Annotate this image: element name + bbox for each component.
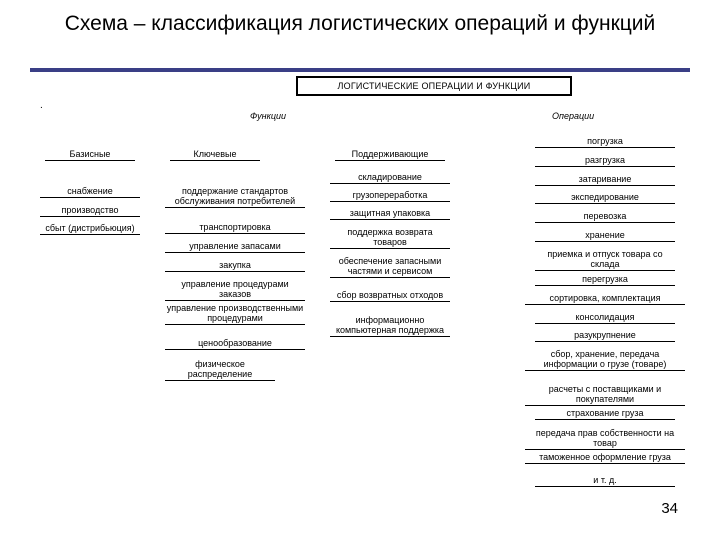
support-item: сбор возвратных отходов (330, 290, 450, 302)
operation-item: перегрузка (535, 274, 675, 286)
operation-item: приемка и отпуск товара со склада (535, 249, 675, 271)
operation-item: сбор, хранение, передача информации о грузе (товаре) (525, 349, 685, 371)
support-item: складирование (330, 172, 450, 184)
key-item: закупка (165, 260, 305, 272)
decorative-dot: . (40, 100, 43, 111)
slide-title: Схема – классификация логистических операций и функций (64, 12, 656, 35)
operation-item: разгрузка (535, 155, 675, 167)
operation-item: передача прав собственности на товар (525, 428, 685, 450)
basic-item: сбыт (дистрибьюция) (40, 223, 140, 235)
functions-header: Функции (250, 111, 287, 121)
support-column-header: Поддерживающие (335, 149, 445, 161)
operation-item: хранение (535, 230, 675, 242)
support-item: защитная упаковка (330, 208, 450, 220)
operations-header: Операции (552, 111, 595, 121)
operation-item: и т. д. (535, 475, 675, 487)
key-item: ценообразование (165, 338, 305, 350)
key-column-header: Ключевые (170, 149, 260, 161)
key-item: поддержание стандартов обслуживания потребителей (165, 186, 305, 208)
operation-item: таможенное оформление груза (525, 452, 685, 464)
key-item: управление производственными процедурами (166, 303, 304, 323)
operation-item: сортировка, комплектация (525, 293, 685, 305)
key-item: транспортировка (165, 222, 305, 234)
support-item: поддержка возврата товаров (330, 227, 450, 249)
basic-item: производство (40, 205, 140, 217)
operation-item: расчеты с поставщиками и покупателями (525, 384, 685, 406)
basic-column-header: Базисные (45, 149, 135, 161)
operation-item: затаривание (535, 174, 675, 186)
operation-item: страхование груза (535, 408, 675, 420)
key-item: физическое распределение (165, 359, 275, 381)
operation-item: погрузка (535, 136, 675, 148)
operation-item: перевозка (535, 211, 675, 223)
operation-item: разукрупнение (535, 330, 675, 342)
title-divider (30, 68, 690, 72)
support-item: грузопереработка (330, 190, 450, 202)
key-item: управление процедурами заказов (165, 279, 305, 301)
support-item: информационно компьютерная поддержка (330, 315, 450, 337)
operation-item: консолидация (535, 312, 675, 324)
basic-item: снабжение (40, 186, 140, 198)
diagram-root-box: ЛОГИСТИЧЕСКИЕ ОПЕРАЦИИ И ФУНКЦИИ (296, 76, 572, 96)
support-item: обеспечение запасными частями и сервисом (330, 256, 450, 278)
key-item: управление запасами (165, 241, 305, 253)
operation-item: экспедирование (535, 192, 675, 204)
page-number: 34 (661, 500, 678, 517)
